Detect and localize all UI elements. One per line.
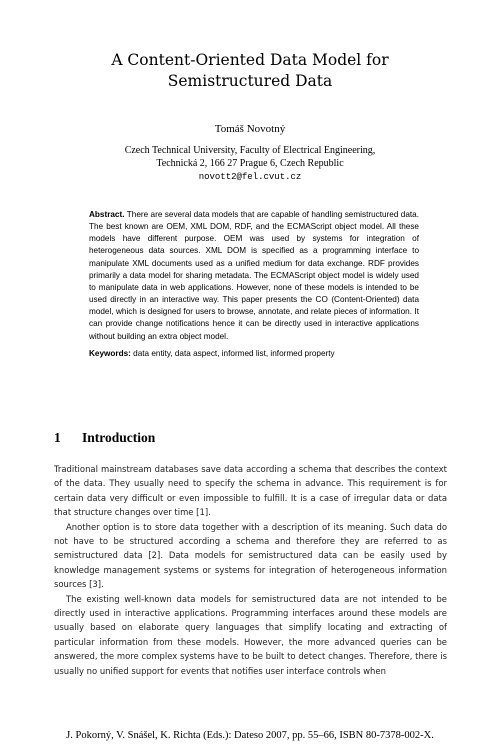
section-heading bbox=[54, 430, 434, 446]
page-footer: J. Pokorný, V. Snášel, K. Richta (Eds.): Dateso 2007, pp. 55–66, ISBN 80-7378-002-X. bbox=[66, 730, 434, 741]
abstract-label: Abstract. bbox=[89, 210, 125, 219]
abstract bbox=[89, 209, 419, 343]
abstract-text: There are several data models that are capable of handling semistructured data. The best known are OEM, XML DOM, RDF, and the ECMAScript object model. All these models have different purpose. OEM was used by systems for integration of heterogeneous data sources. XML DOM is specified as a programming interface to manipulate XML documents used as a unified medium for data exchange. RDF provides primarily a data model for sharing metadata. The ECMAScript object model is widely used to manipulate data in web applications. However, none of these models is intended to be used directly in an interactive way. This paper presents the CO (Content-Oriented) data model, which is designed for users to browse, annotate, and relate pieces of information. It can provide change notifications hence it can be directly used in interactive applications without building an extra object model. bbox=[89, 210, 419, 341]
title-line-2: Semistructured Data bbox=[167, 72, 333, 90]
keywords-text: data entity, data aspect, informed list, informed property bbox=[133, 349, 335, 358]
affiliation-line-1: Czech Technical University, Faculty of Electrical Engineering, bbox=[124, 145, 376, 156]
affiliation bbox=[60, 144, 440, 170]
section-number: 1 bbox=[54, 430, 61, 445]
paper-title bbox=[60, 50, 440, 92]
paragraph-3: The existing well-known data models for semistructured data are not intended to be directly used in interactive applications. Programming interfaces around these models are usually based on elaborate query languages that simplify locating and extracting of particular information from these models. However, the more advanced queries can be answered, the more complex systems have to be built to detect changes. Therefore, there is usually no unified support for events that notifies user interface controls when bbox=[54, 593, 447, 676]
paragraph-2: Another option is to store data together with a description of its meaning. Such data do not have to be structured according a schema and therefore they are referred to as semistructured data [2]. Data models for semistructured data can be easily used by knowledge management systems or systems for integration of heterogeneous information sources [3]. bbox=[54, 521, 447, 590]
paragraph-1: Traditional mainstream databases save data according a schema that describes the context of the data. They usually need to specify the schema in advance. This requirement is for certain data very difficult or even impossible to fulfill. It is a case of irregular data or data that structure changes over time [1]. bbox=[54, 464, 447, 518]
author-name: Tomáš Novotný bbox=[214, 123, 286, 135]
title-line-1: A Content-Oriented Data Model for bbox=[111, 51, 389, 69]
keywords-label: Keywords: bbox=[89, 349, 131, 358]
keywords bbox=[89, 348, 419, 360]
affiliation-line-2: Technická 2, 166 27 Prague 6, Czech Republic bbox=[156, 158, 344, 169]
introduction-body bbox=[54, 462, 447, 678]
section-title: Introduction bbox=[82, 430, 156, 445]
author-email: novott2@fel.cvut.cz bbox=[198, 172, 302, 182]
